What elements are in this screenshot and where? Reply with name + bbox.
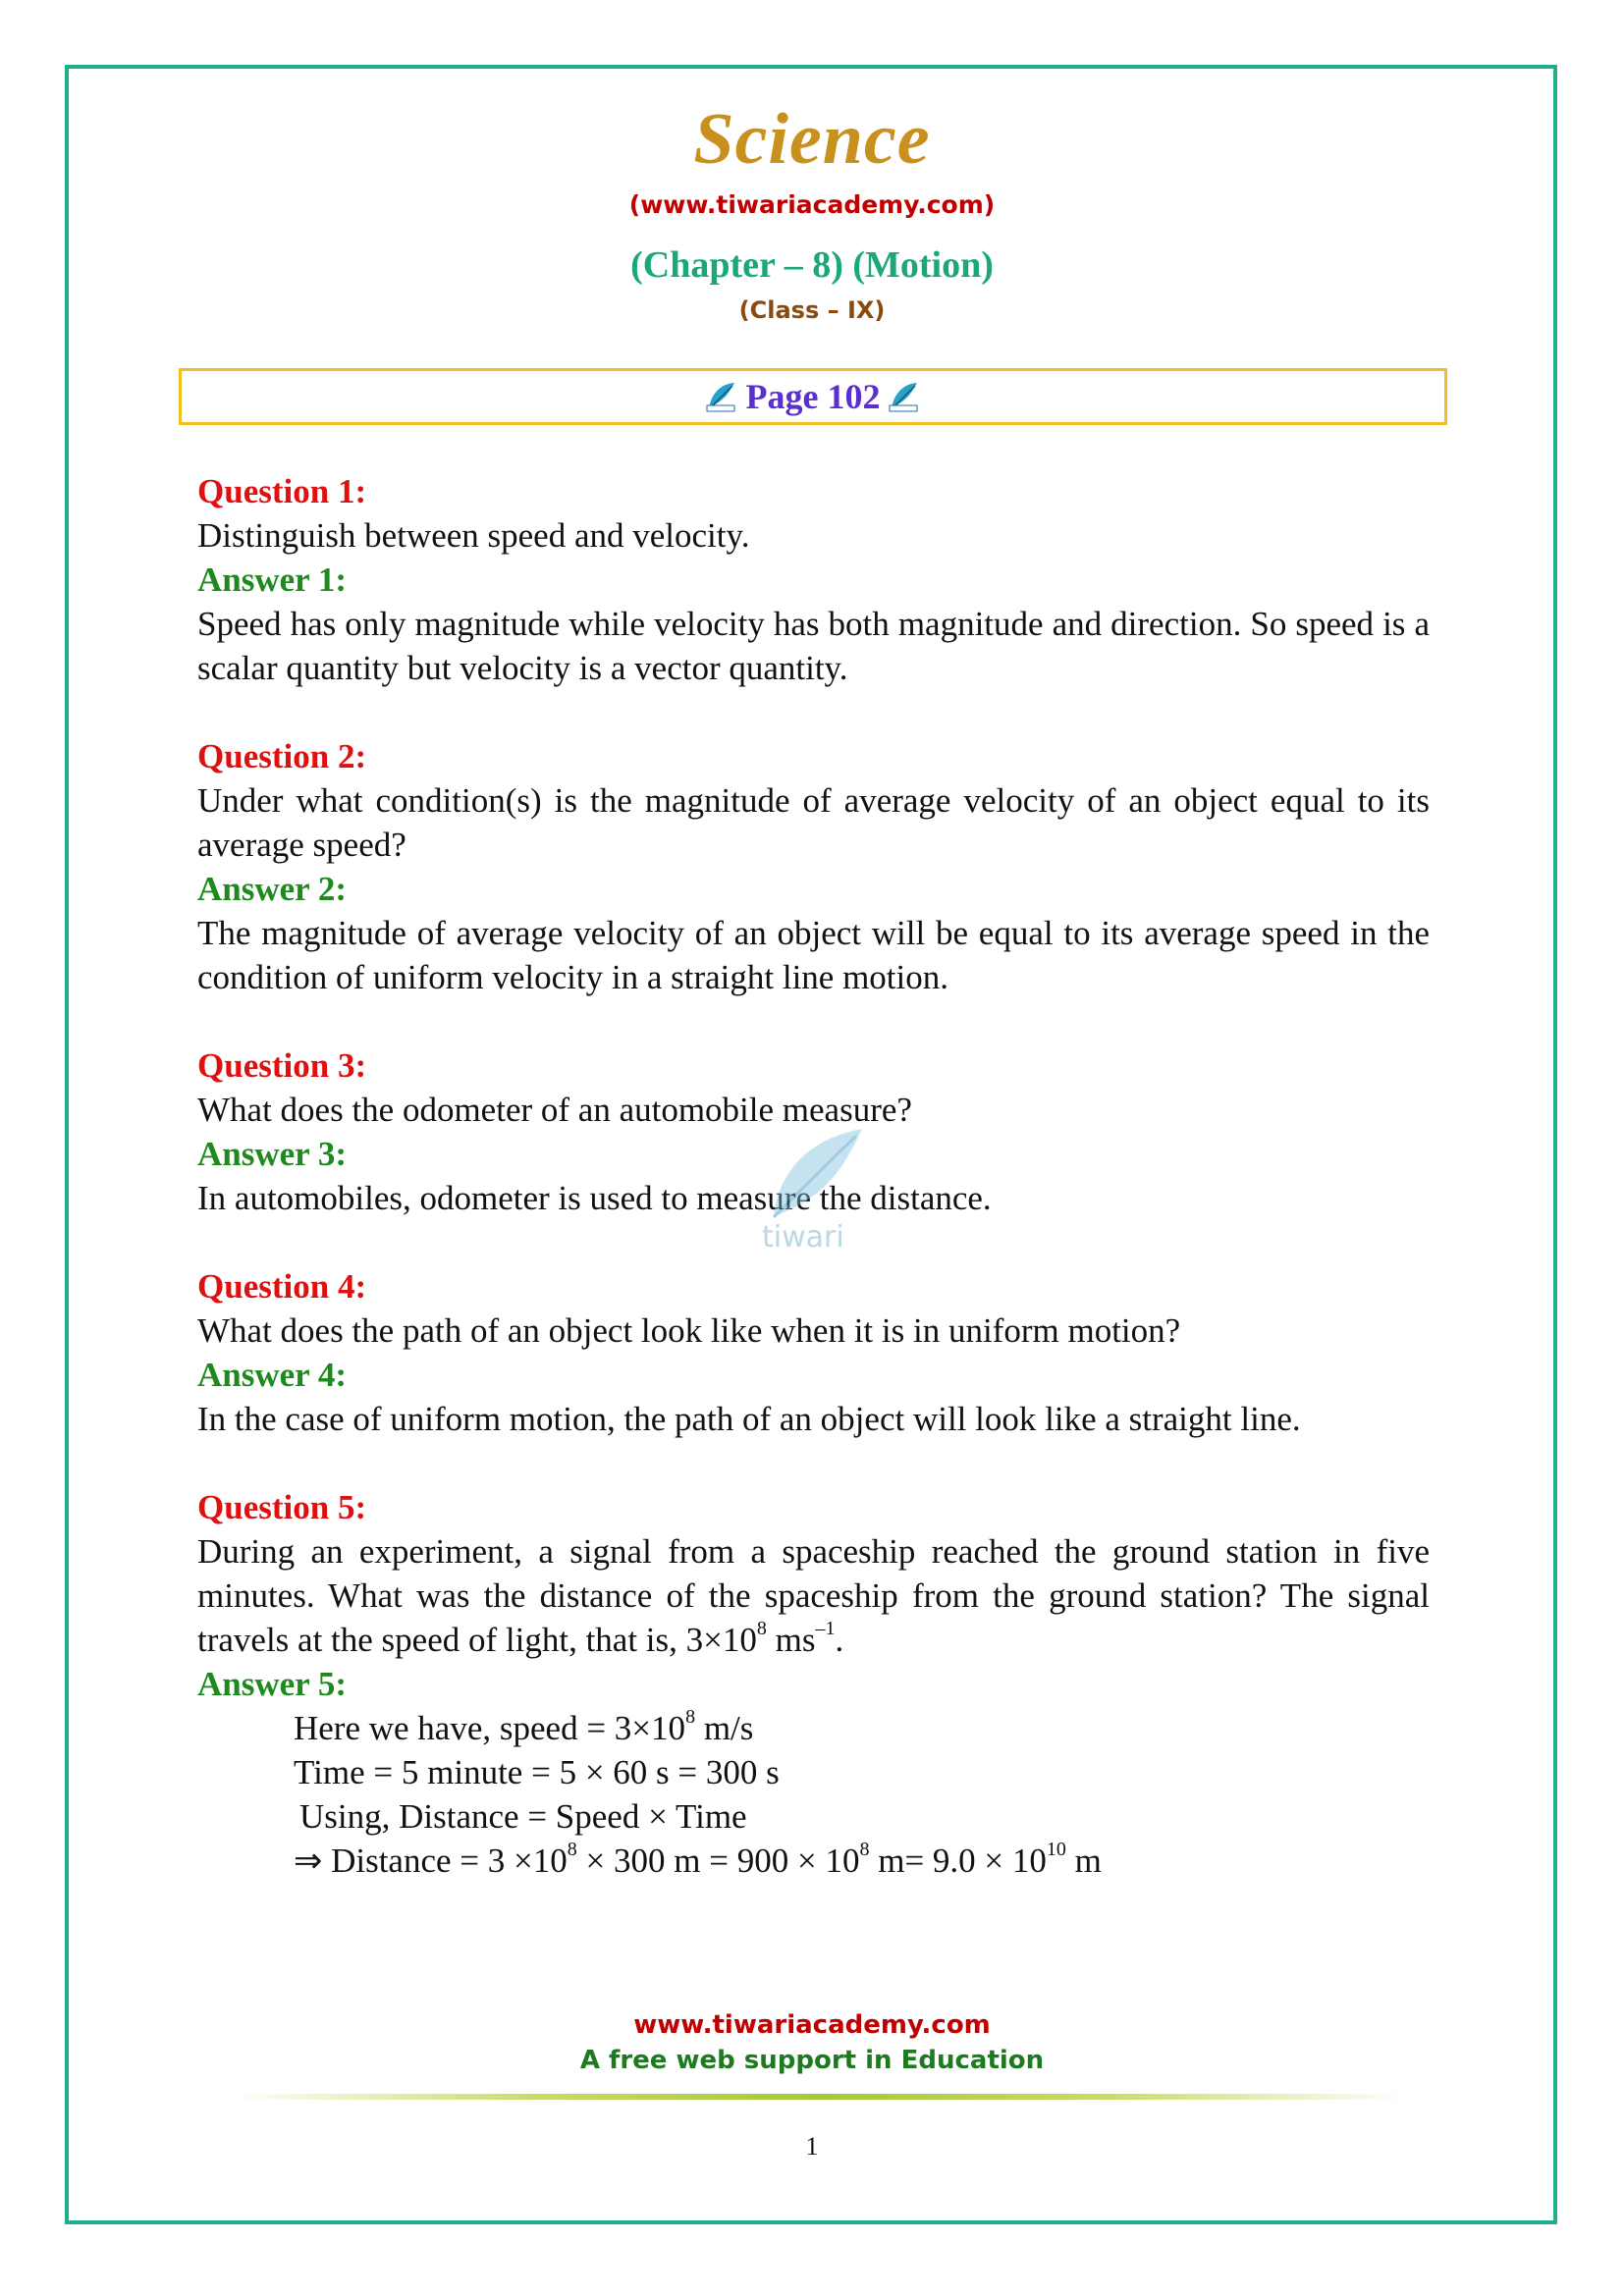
answer-text: The magnitude of average velocity of an object will be equal to its average speed in the condition of uniform velocity in a straight line motion. [197,914,1430,996]
calc-line-time: Time = 5 minute = 5 × 60 s = 300 s [294,1753,780,1791]
header-site-link[interactable]: (www.tiwariacademy.com) [628,190,996,219]
calc-line-speed: Here we have, speed = $3\times 10^8$ m/s [294,1706,754,1747]
answer-label: Answer 3: [197,1135,347,1173]
svg-text:tiwari: tiwari [762,1220,844,1252]
answer-text: In the case of uniform motion, the path of an object will look like a straight line. [197,1400,1301,1438]
question-text: During an experiment, a signal from a spaceship reached the ground station in five minutes. What was the distance of the spaceship from the ground station? The signal travels at the speed of light, that is, $3\times 10^8$ $ms^{-1}$. [197,1532,1430,1659]
answer-label: Answer 2: [197,870,347,908]
class-heading: (Class – IX) [738,296,886,324]
tiwari-leaf-icon [888,380,921,413]
tiwari-leaf-icon [705,380,738,413]
question-label: Question 1: [197,472,367,510]
answer-label: Answer 1: [197,561,347,599]
chapter-heading: (Chapter – 8) (Motion) [630,244,994,286]
question-label: Question 4: [197,1267,367,1306]
question-text: What does the path of an object look like when it is in uniform motion? [197,1311,1181,1350]
tiwari-watermark-icon [754,1124,872,1252]
footer-site-link[interactable]: www.tiwariacademy.com [633,2010,991,2040]
answer-calculation [197,1706,1430,1883]
page-label: Page 102 [745,377,881,416]
calc-line-result: ⇒ Distance = $3 \times 10^8 \times 300$ $m = 900 \times 10^8$ $m= 9.0 \times 10^{10}$ m [294,1839,1102,1880]
question-text: Under what condition(s) is the magnitude of average velocity of an object equal to its average speed? [197,781,1430,864]
question-text: What does the odometer of an automobile measure? [197,1091,912,1129]
footer-tagline: A free web support in Education [579,2046,1045,2075]
page-title: Science [693,99,931,180]
answer-label: Answer 4: [197,1356,347,1394]
question-label: Question 3: [197,1046,367,1085]
answer-text: In automobiles, odometer is used to measure the distance. [197,1179,992,1217]
question-label: Question 5: [197,1488,367,1526]
calc-line-formula: Using, Distance = Speed × Time [299,1797,747,1836]
footer-divider [236,2094,1404,2100]
question-label: Question 2: [197,737,367,775]
answer-text: Speed has only magnitude while velocity has both magnitude and direction. So speed is a scalar quantity but velocity is a vector quantity. [197,605,1430,687]
page-number-banner [179,368,1447,425]
question-text: Distinguish between speed and velocity. [197,516,750,555]
answer-label: Answer 5: [197,1665,347,1703]
page-number: 1 [805,2132,819,2161]
